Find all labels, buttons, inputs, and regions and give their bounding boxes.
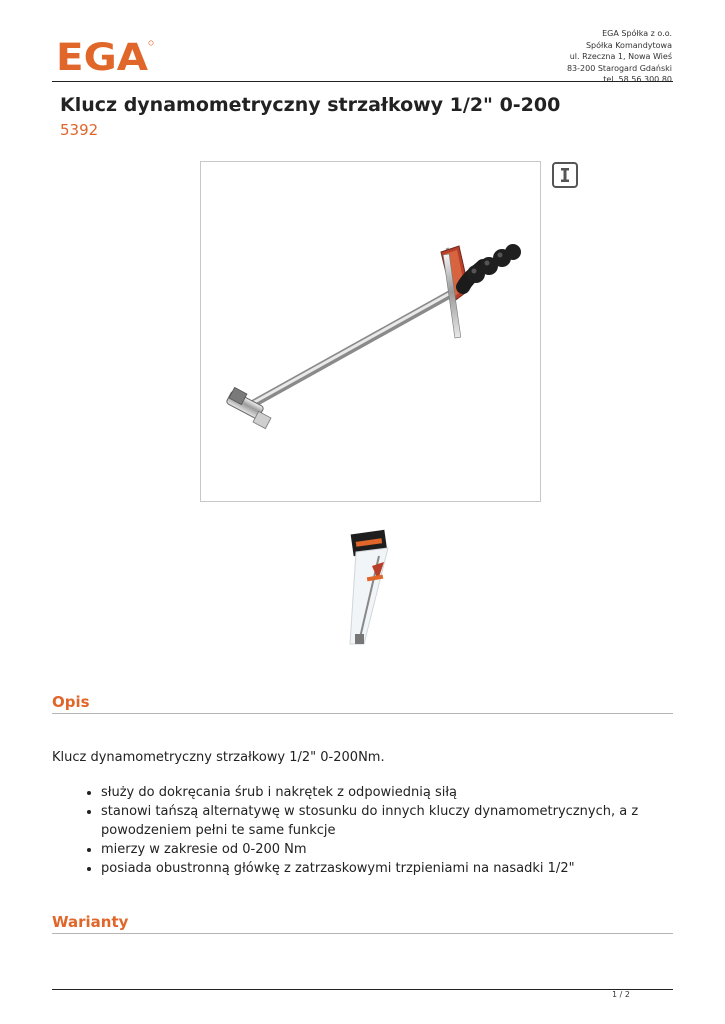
description-intro: Klucz dynamometryczny strzałkowy 1/2" 0-200Nm. <box>52 750 385 765</box>
torque-wrench-illustration <box>201 162 540 501</box>
company-info <box>567 28 672 86</box>
product-sku: 5392 <box>60 121 99 139</box>
svg-text:EGA: EGA <box>56 38 149 74</box>
product-title: Klucz dynamometryczny strzałkowy 1/2" 0-200 <box>60 94 561 116</box>
header-divider <box>52 81 673 82</box>
variants-heading: Warianty <box>52 913 673 934</box>
feature-item: • służy do dokręcania śrub i nakrętek z odpowiednią siłą <box>101 783 681 802</box>
feature-item: • posiada obustronną główkę z zatrzaskowymi trzpieniami na nasadki 1/2" <box>101 859 681 878</box>
company-line: ul. Rzeczna 1, Nowa Wieś <box>569 52 672 62</box>
company-line: 83-200 Starogard Gdański <box>566 63 672 73</box>
company-line: EGA Spółka z o.o. <box>602 29 672 38</box>
info-icon[interactable] <box>552 162 578 188</box>
info-glyph-icon <box>558 167 572 183</box>
product-thumbnail[interactable] <box>306 526 426 652</box>
feature-item: • stanowi tańszą alternatywę w stosunku do innych kluczy dynamometrycznych, a z powodzeniem pełni te same funkcje <box>101 802 681 840</box>
product-main-image[interactable] <box>200 161 541 502</box>
description-heading: Opis <box>52 693 673 714</box>
feature-item: • mierzy w zakresie od 0-200 Nm <box>101 840 681 859</box>
ega-logo <box>56 38 156 74</box>
feature-list <box>84 783 681 878</box>
page-number: 1 / 2 <box>612 990 630 999</box>
company-line: Spółka Komandytowa <box>585 40 672 50</box>
packaged-wrench-illustration <box>306 526 426 652</box>
footer-divider <box>52 989 673 990</box>
company-phone: tel. 58 56 300 80 <box>603 75 672 85</box>
